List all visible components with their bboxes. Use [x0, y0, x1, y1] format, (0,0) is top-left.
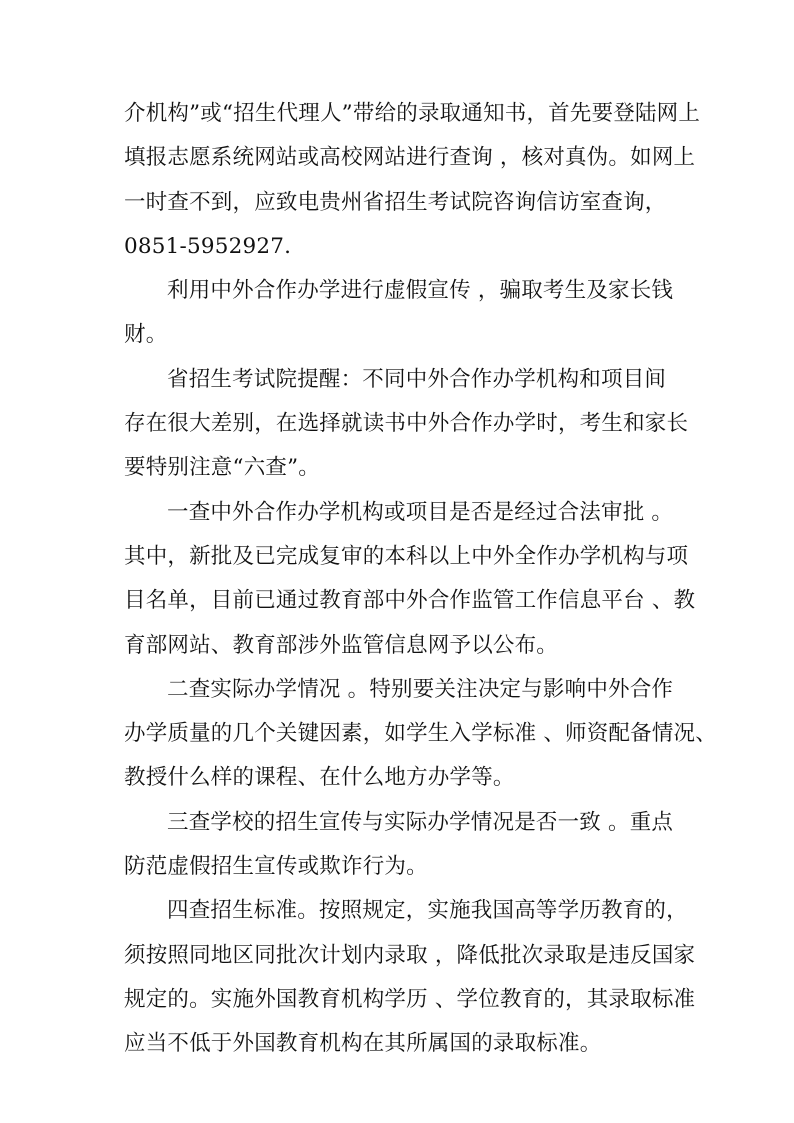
- text-line: 育部网站、教育部涉外监管信息网予以公布。: [124, 632, 559, 658]
- paragraph-check-two: [124, 668, 717, 801]
- text-line: 省招生考试院提醒：不同中外合作办学机构和项目间: [167, 366, 667, 392]
- text-line: 介机构”或“招生代理人”带给的录取通知书，首先要登陆网上: [124, 101, 701, 126]
- text-line: 存在很大差别，在选择就读书中外合作办学时，考生和家长: [124, 411, 689, 437]
- text-line: 防范虚假招生宣传或欺诈行为。: [124, 854, 428, 880]
- paragraph-check-one: [124, 491, 696, 668]
- text-line: 财。: [124, 322, 168, 348]
- text-line: 办学质量的几个关键因素，如学生入学标准 、师资配备情况、: [124, 721, 717, 747]
- text-line: 教授什么样的课程、在什么地方办学等。: [124, 765, 515, 791]
- phone-number: 0851-5952927.: [124, 233, 292, 259]
- paragraph-check-three: [124, 801, 674, 890]
- paragraph-check-four: [124, 889, 696, 1066]
- text-line: 其中，新批及已完成复审的本科以上中外全作办学机构与项: [124, 543, 689, 569]
- text-line: 规定的。实施外国教育机构学历 、学位教育的，其录取标准: [124, 986, 696, 1012]
- text-line: 目名单，目前已通过教育部中外合作监管工作信息平台 、教: [124, 588, 696, 614]
- text-line: 须按照同地区同批次计划内录取 ，降低批次录取是违反国家: [124, 942, 696, 968]
- text-line: 二查实际办学情况 。特别要关注决定与影响中外合作: [167, 676, 674, 702]
- text-line: 一查中外合作办学机构或项目是否是经过合法审批 。: [167, 499, 674, 525]
- text-line: 三查学校的招生宣传与实际办学情况是否一致 。重点: [167, 809, 674, 835]
- text-line: 填报志愿系统网站或高校网站进行查询 ，核对真伪。如网上: [124, 145, 696, 171]
- text-line: 一时查不到，应致电贵州省招生考试院咨询信访室查询，: [124, 189, 667, 215]
- text-line: 四查招生标准。按照规定，实施我国高等学历教育的，: [167, 898, 688, 924]
- document-body: [124, 92, 717, 1067]
- text-line: 应当不低于外国教育机构在其所属国的录取标准。: [124, 1031, 602, 1057]
- paragraph-admission-notice: [124, 92, 701, 269]
- paragraph-false-publicity: [124, 269, 674, 358]
- text-line: 要特别注意“六查”。: [124, 455, 320, 481]
- text-line: 利用中外合作办学进行虚假宣传 ，骗取考生及家长钱: [167, 278, 674, 304]
- paragraph-reminder: [124, 358, 689, 491]
